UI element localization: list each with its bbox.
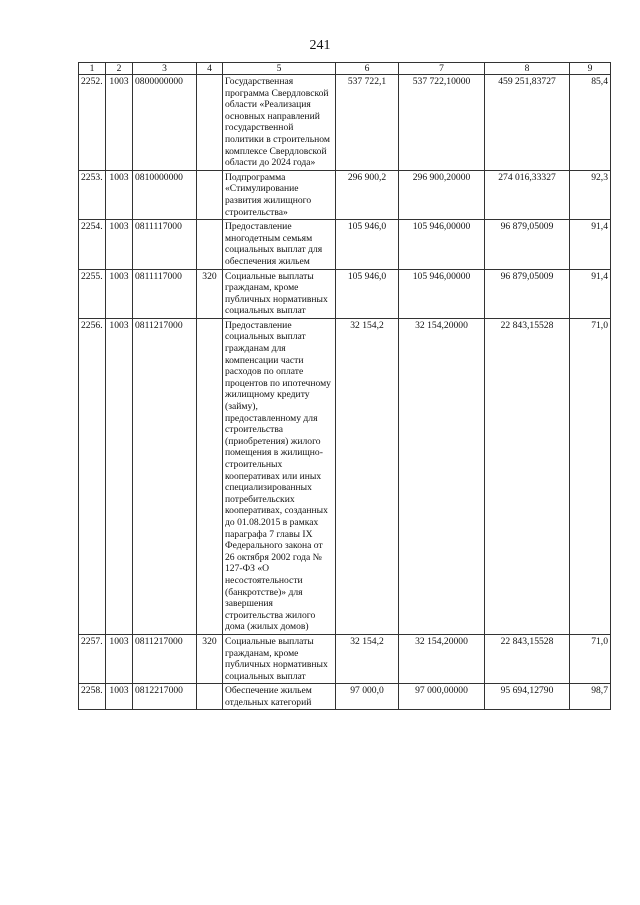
item-name: Предоставление многодетным семьям социальных выплат для обеспечения жильем [223,220,336,269]
value-col6: 32 154,2 [336,634,399,683]
item-name: Предоставление социальных выплат гражданам для компенсации части расходов по оплате процентов по ипотечному жилищному кредиту (займу), предоставленному для строительства (приобретения) жилого помещения в жилищно-строительных кооперативах или иных специализированных потребительских кооперативах, созданных до 01.08.2015 в рамках параграфа 7 главы IX Федерального закона от 26 октября 2002 года № 127-ФЗ «О несостоятельности (банкротстве)» для завершения строительства жилого дома (жилых домов) [223,318,336,634]
value-col7: 97 000,00000 [399,684,485,710]
value-col6: 97 000,0 [336,684,399,710]
header-cell: 7 [399,63,485,75]
section-code: 1003 [106,634,133,683]
row-number: 2258. [79,684,106,710]
budget-table [78,62,611,710]
section-code: 1003 [106,318,133,634]
target-code: 0811217000 [133,318,197,634]
table-row [79,220,611,269]
value-col8: 459 251,83727 [485,75,570,171]
item-name: Социальные выплаты гражданам, кроме публичных нормативных социальных выплат [223,634,336,683]
expense-type: 320 [197,269,223,318]
row-number: 2254. [79,220,106,269]
value-col8: 96 879,05009 [485,269,570,318]
header-cell: 8 [485,63,570,75]
value-col6: 105 946,0 [336,220,399,269]
percent-value: 71,0 [570,318,611,634]
section-code: 1003 [106,684,133,710]
value-col8: 274 016,33327 [485,170,570,219]
target-code: 0810000000 [133,170,197,219]
header-cell: 3 [133,63,197,75]
table-row [79,170,611,219]
value-col7: 105 946,00000 [399,269,485,318]
percent-value: 91,4 [570,269,611,318]
percent-value: 98,7 [570,684,611,710]
header-cell: 1 [79,63,106,75]
value-col8: 22 843,15528 [485,634,570,683]
value-col8: 95 694,12790 [485,684,570,710]
target-code: 0800000000 [133,75,197,171]
value-col7: 537 722,10000 [399,75,485,171]
row-number: 2256. [79,318,106,634]
table-row [79,75,611,171]
header-cell: 2 [106,63,133,75]
section-code: 1003 [106,75,133,171]
header-cell: 4 [197,63,223,75]
table-row [79,318,611,634]
section-code: 1003 [106,220,133,269]
page-number: 241 [309,38,331,53]
header-row [79,63,611,75]
item-name: Обеспечение жильем отдельных категорий [223,684,336,710]
value-col7: 32 154,20000 [399,318,485,634]
expense-type [197,75,223,171]
table-row [79,269,611,318]
value-col7: 105 946,00000 [399,220,485,269]
expense-type [197,220,223,269]
target-code: 0811217000 [133,634,197,683]
section-code: 1003 [106,269,133,318]
percent-value: 85,4 [570,75,611,171]
value-col7: 296 900,20000 [399,170,485,219]
value-col8: 96 879,05009 [485,220,570,269]
value-col8: 22 843,15528 [485,318,570,634]
percent-value: 91,4 [570,220,611,269]
target-code: 0811117000 [133,269,197,318]
expense-type [197,318,223,634]
table-row [79,684,611,710]
percent-value: 92,3 [570,170,611,219]
row-number: 2253. [79,170,106,219]
percent-value: 71,0 [570,634,611,683]
item-name: Социальные выплаты гражданам, кроме публичных нормативных социальных выплат [223,269,336,318]
value-col6: 296 900,2 [336,170,399,219]
header-cell: 6 [336,63,399,75]
row-number: 2257. [79,634,106,683]
row-number: 2255. [79,269,106,318]
section-code: 1003 [106,170,133,219]
item-name: Государственная программа Свердловской области «Реализация основных направлений государственной политики в строительном комплексе Свердловской области до 2024 года» [223,75,336,171]
expense-type [197,170,223,219]
value-col6: 105 946,0 [336,269,399,318]
value-col6: 537 722,1 [336,75,399,171]
expense-type [197,684,223,710]
header-cell: 9 [570,63,611,75]
target-code: 0812217000 [133,684,197,710]
value-col7: 32 154,20000 [399,634,485,683]
target-code: 0811117000 [133,220,197,269]
expense-type: 320 [197,634,223,683]
item-name: Подпрограмма «Стимулирование развития жилищного строительства» [223,170,336,219]
row-number: 2252. [79,75,106,171]
value-col6: 32 154,2 [336,318,399,634]
header-cell: 5 [223,63,336,75]
table-row [79,634,611,683]
